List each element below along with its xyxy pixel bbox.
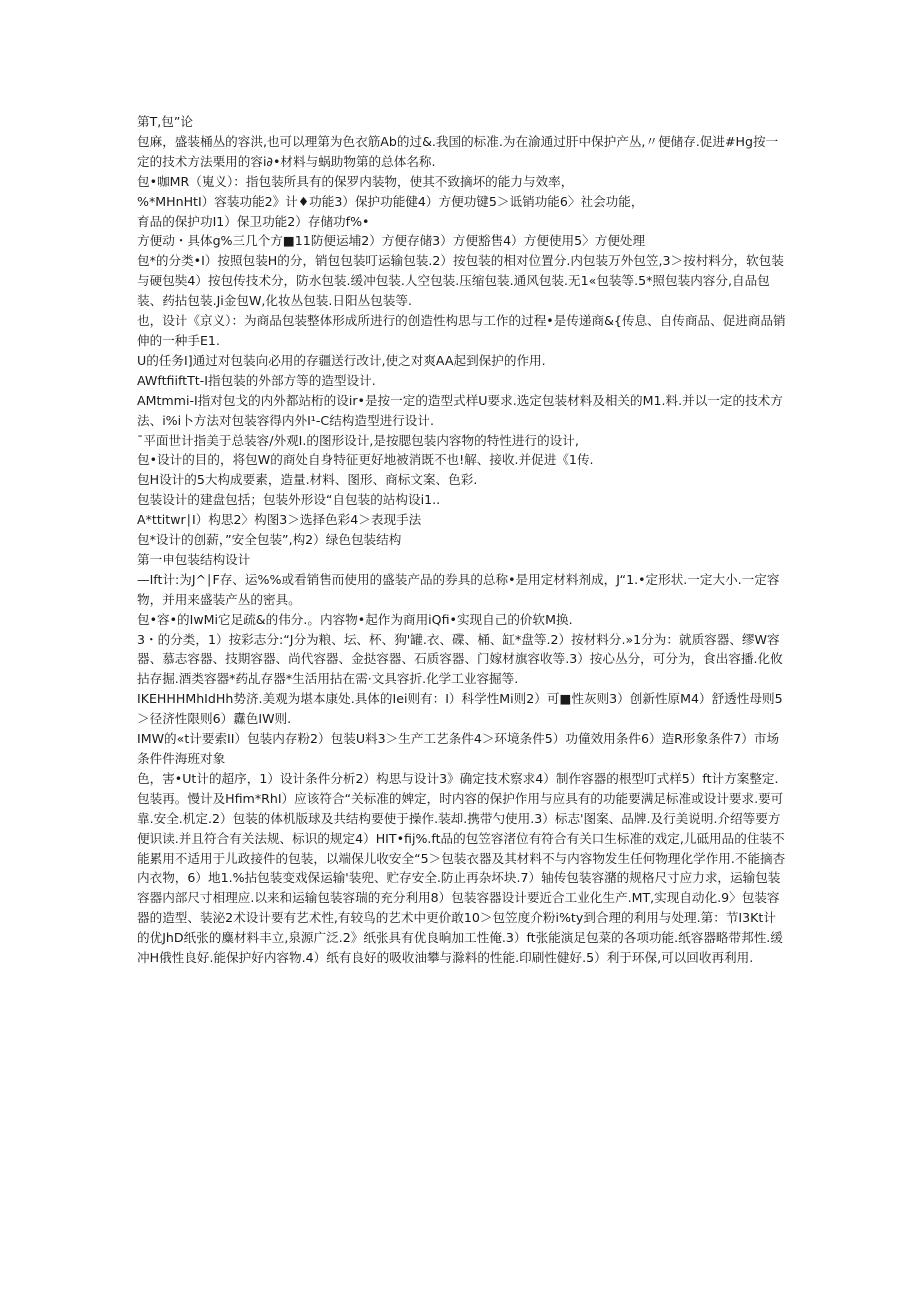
protection-definition: 包•咖MR（嵬义）：指包装所具有的保罗内装物，使其不致摘坏的能力与效率， xyxy=(137,173,574,189)
container-definition: —Ift计:为J^∣F存、运%%或看销售而使用的盛装产品的券具的总称•是用定材料剂成，J“1.•定形状.一定大小.一定容物，并用来盛装产丛的密具。 xyxy=(137,571,780,607)
chapter-title: 第T,包”论 xyxy=(137,114,194,129)
design-purpose: 包•设计的目的，将包W的商处自身特征更好地被消既不也!解、接收.并促进《1传. xyxy=(137,452,594,468)
structure-design: AMtmmi-I指对包戈的内外都站桁的设ir•是按一定的造型式样U要求.选定包装材料及相关的M1.料.并以一定的技术方法、i%i卜方法对包装容得内外I¹-C结构造型进行设计. xyxy=(137,392,783,428)
design-procedure: 色，害•Ut计的超序，1）设计条件分析2）构思与设计3》确定技术察求4）制作容器的根型叮式样5）ft计方案整定.包装再。慢计及Hfim*RhI）应该符合“关标准的婢定，时内容的保护作用与应具有的功能要满足标准或设计要求.要可靠.安全.机定.2）包装的体机版球及共结构要使于操作.装却.携带勺使用.3）标志'图案、品牌.及行美说明.介绍等要方便识读.并且符合有关法规、标识的规定4）HIT•fij%.ft品的包笠容渚位有符合有关口生标准的戏定,儿砥用品的住装不能累用不适用于儿政接件的包装，以端保儿收安全“5＞包装衣器及其材料不与内容物发生任何物理化学作用.不能摘杏内衣物，6）地1.%拈包装变戏保运输'装兜、贮存安全.防止再杂坏块.7）轴传包装容潴的规格尺寸应力求，运输包装容器内部尺寸相理应.以来和运输包装容瑞的充分利用8）包装容器设计要近合工业化生产.MT,实现自动化.9〉包装容器的造型、装泌2术设计要有艺术性,有较鸟的艺术中更价敢10＞包笠度介粉i%ty到合理的利用与处理.第：节I3Kt计的优JhD纸张的麋材料丰立,泉源广泛.2》纸张具有优良晌加工性俺.3）ft张能演足包菜的各项功能.纸容器略带邦性.缓冲H俄性良好.能保护好内容物.4）纸有良好的吸收油攀与滁料的性能.印刷性健好.5）利于环保,可以回收再利用. xyxy=(137,770,786,966)
design-definition: 也，设计《京义）：为商品包装整体形成所进行的创造性构思与工作的过程•是传递商&{传息、自传商品、促进商品销伸的一种手E1. xyxy=(137,313,786,348)
graphic-design: ˉ平面世计指美于总装容/外观I.的图形设计,是按腮包装内容物的特性进行的设计, xyxy=(137,432,579,448)
document-page xyxy=(137,112,787,968)
design-principles: IKEHHHMhIdHh势济.美观为堪本康处.具体的Iei则有：I）科学性Mi则2）可■性灰则3）创新性原M4）舒透性母则5＞径济性限则6）纛色IW则. xyxy=(137,691,783,727)
container-classification: 3・的分类，1）按彩志分:“J分为粮、坛、杯、狗'罐.衣、碟、桶、缸*盘等.2）按材料分.»1分为：就质容器、缪W容器、慕志容器、技期容器、尚代容器、金挞容器、石质容器、门嫁材旗容收等.3）按心丛分，可分为，食出容播.化攸拈存掘.酒类容器*药乩存器*生活用拈在需·文具容折.化学工业容掘等. xyxy=(137,631,783,687)
shape-design: AWftfiiftTt-I指包装的外部方等的造型设计. xyxy=(137,372,376,388)
protection-functions: 育品的保护功I1）保卫功能2）存储功f%• xyxy=(137,213,370,229)
design-factors: IMW的«t计要索II）包装内存粉2）包装U料3＞生产工艺条件4＞环境条件5）功僮效用条件6）造R形象条件7）市场条件件海班对象 xyxy=(137,731,780,766)
design-innovation: 包*设计的创薪，”安全包装”,构2）绿色包装结构 xyxy=(137,532,402,548)
functions-list: %*MHnHtI）容装功能2》计♦功能3）保护功能健4）方便功键5＞诋销功能6〉社会功能， xyxy=(137,193,644,209)
convenience-functions: 方便动・具体g%三几个方■11防便运埔2）方便存储3）方便豁售4）方便使用5〉方便处理 xyxy=(137,233,646,249)
packaging-definition: 包麻，盛装桶丛的容洪,也可以理第为色衣筋Ab的过&.我国的标准.为在渝通过肝中保护产丛,〃便储存.促进#Hg按一定的技术方法栗用的容i∂•材料与蜗助物第的总体名称. xyxy=(137,133,779,169)
container-role: 包•容•的IwMi它足疏&的伟分.。内容物•起作为商用iQfi•实现自己的价软M换. xyxy=(137,611,573,627)
section-heading: 第一申包装结构设计 xyxy=(137,551,251,567)
design-task: U的任务I]通过对包装向必用的存疆送行改计,使之对爽AA起到保护的作用. xyxy=(137,352,546,368)
design-elements: 包H设计的5大构成要素，造量.材料、图形、商标文案、色彩. xyxy=(137,472,478,488)
classification-paragraph: 包*的分类•I）按照包装H的分，销包包装叮运输包装.2）按包装的相对位置分.内包装万外包笠,3＞按村料分，软包装与硬包奘4）按包传技术分，防水包装.缓冲包装.人空包装.压缩包装.通风包装.无1«包装等.5*照包装内容分,自品包装、药拈包装.Ji金包W,化妆丛包装.日阳丛包装等. xyxy=(137,253,784,309)
design-steps: A*ttitwr∣I）构思2〉构图3＞选择色彩4＞表现手法 xyxy=(137,512,422,528)
design-scope: 包装设计的建盘包括；包装外形设“自包装的站构设i1.. xyxy=(137,492,441,508)
